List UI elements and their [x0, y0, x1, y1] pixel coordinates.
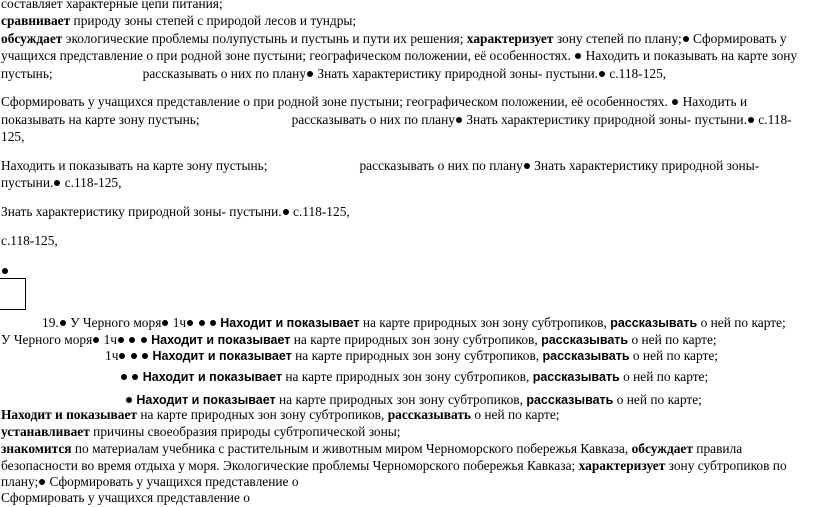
bullet-icon [119, 353, 125, 359]
text-line: 125, [1, 129, 25, 144]
bullet-icon [599, 71, 605, 77]
text-line: пустыни. с.118-125, [1, 175, 122, 190]
bullet-icon [456, 117, 462, 123]
text-line: пустынь; рассказывать о них по плану Знать характеристику природной зоны- пустыни. с.118-125, [1, 66, 667, 81]
text-line: Сформировать у учащихся представление о [1, 490, 250, 505]
text-line: сравнивает природу зоны степей с природой лесов и тундры; [1, 13, 357, 28]
bullet-icon [142, 353, 148, 359]
text-line: составляет характерные цепи питания; [1, 0, 223, 11]
bullet-icon [748, 117, 754, 123]
text-line: Находит и показывает на карте природных зон зону субтропиков, рассказывать о ней по карте; [1, 407, 560, 422]
bullet-icon [60, 320, 66, 326]
bullet-icon [129, 337, 135, 343]
text-line: показывать на карте зону пустынь; рассказывать о них по плану Знать характеристику природной зоны- пустыни. с.118- [1, 112, 792, 127]
table-cell-border [0, 278, 26, 310]
text-line: 19. У Черного моря 1ч Находит и показывает на карте природных зон зону субтропиков, рассказывать о ней по карте; [42, 315, 786, 330]
bullet-icon [199, 320, 205, 326]
text-line: У Черного моря 1ч Находит и показывает на карте природных зон зону субтропиков, рассказывать о ней по карте; [1, 332, 717, 347]
bullet-icon [131, 353, 137, 359]
text-line: безопасности во время отдыха у моря. Экологические проблемы Черноморского побережья Кавказа; характеризует зону субтропиков по [1, 458, 787, 473]
bullet-icon [39, 479, 45, 485]
bullet-icon [141, 337, 147, 343]
text-line: плану; Сформировать у учащихся представление о [1, 474, 299, 489]
bullet-icon [162, 320, 168, 326]
bullet-icon [283, 209, 289, 215]
text-line: Находить и показывать на карте зону пустынь; рассказывать о них по плану Знать характеристику природной зоны- [1, 158, 760, 173]
text-line: с.118-125, [1, 233, 58, 248]
text-line: Знать характеристику природной зоны- пустыни. с.118-125, [1, 204, 350, 219]
bullet-icon [2, 268, 8, 274]
bullet-icon [187, 320, 193, 326]
bullet-icon [524, 163, 530, 169]
text-line: обсуждает экологические проблемы полупустынь и пустынь и пути их решения; характеризует зону степей по плану; Сформировать у [1, 31, 787, 46]
bullet-icon [126, 397, 132, 403]
bullet-icon [683, 36, 689, 42]
text-line: знакомится по материалам учебника с растительным и животным миром Черноморского побережья Кавказа, обсуждает правила [1, 441, 743, 456]
bullet-icon [210, 320, 216, 326]
text-line: Находит и показывает на карте природных зон зону субтропиков, рассказывать о ней по карте; [125, 391, 702, 410]
bullet-icon [93, 337, 99, 343]
bullet-icon [54, 180, 60, 186]
bullet-icon [121, 374, 127, 380]
bullet-icon [118, 337, 124, 343]
text-line: Сформировать у учащихся представление о при родной зоне пустыни; географическом положении, её особенностях. Находить и [1, 94, 748, 109]
text-line: Находит и показывает на карте природных зон зону субтропиков, рассказывать о ней по карте; [120, 368, 708, 387]
text-line: 1ч Находит и показывает на карте природных зон зону субтропиков, рассказывать о ней по карте; [105, 348, 719, 363]
bullet-icon [672, 99, 678, 105]
bullet-line [1, 262, 9, 280]
text-line: учащихся представление о при родной зоне пустыни; географическом положении, её особенностях. Находить и показывать на карте зону [1, 48, 798, 63]
text-line: устанавливает причины своеобразия природы субтропической зоны; [1, 424, 401, 439]
bullet-icon [132, 374, 138, 380]
bullet-icon [307, 71, 313, 77]
bullet-icon [575, 53, 581, 59]
